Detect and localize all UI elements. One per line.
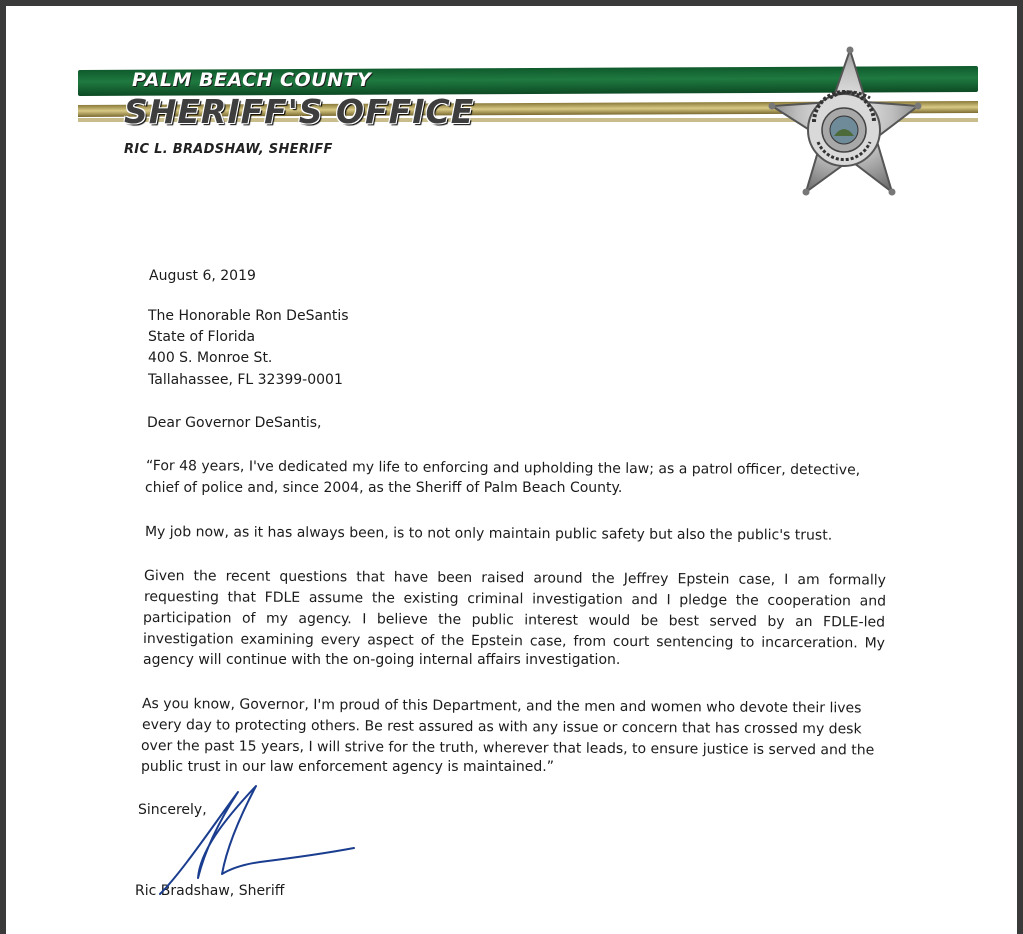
paragraph-line: As you know, Governor, I'm proud of this Department, and the men and women who devote their lives [141, 696, 862, 717]
office-name: SHERIFF'S OFFICE [124, 92, 475, 131]
paragraph-line: agency will continue with the on-going internal affairs investigation. [143, 652, 621, 668]
paragraph-line: over the past 15 years, I will strive for the truth, wherever that leads, to ensure justice is served and the [140, 738, 875, 759]
paragraph-line: public trust in our law enforcement agency is maintained.” [141, 759, 554, 775]
paragraph-line: requesting that FDLE assume the existing criminal investigation and I pledge the cooperation and [143, 589, 887, 610]
paragraph-line: Given the recent questions that have been raised around the Jeffrey Epstein case, I am formally [143, 568, 887, 589]
closing: Sincerely, [138, 802, 207, 818]
sheriff-name: RIC L. BRADSHAW, SHERIFF [124, 142, 333, 157]
letter-page [6, 6, 1017, 934]
paragraph-line: chief of police and, since 2004, as the Sheriff of Palm Beach County. [145, 480, 623, 496]
address-line: 400 S. Monroe St. [148, 350, 273, 366]
paragraph-line: participation of my agency. I believe the public interest would be best served by an FDLE-led [142, 610, 886, 631]
viewer-edge [1017, 0, 1023, 934]
paragraph-line: “For 48 years, I've dedicated my life to enforcing and upholding the law; as a patrol officer, detective, [145, 458, 861, 479]
address-line: The Honorable Ron DeSantis [148, 308, 349, 324]
county-name: PALM BEACH COUNTY [132, 69, 372, 91]
paragraph-line: every day to protecting others. Be rest assured as with any issue or concern that has crossed my desk [141, 717, 862, 738]
letter-date: August 6, 2019 [149, 268, 256, 284]
salutation: Dear Governor DeSantis, [147, 415, 322, 431]
paragraph-line: investigation examining every aspect of the Epstein case, from court sentencing to incarceration. My [142, 631, 886, 652]
address-line: Tallahassee, FL 32399-0001 [148, 372, 343, 388]
signature-stroke [160, 786, 354, 894]
address-line: State of Florida [148, 329, 256, 345]
handwritten-signature [142, 782, 372, 902]
signer-name: Ric Bradshaw, Sheriff [135, 883, 285, 899]
paragraph-line: My job now, as it has always been, is to not only maintain public safety but also the public's trust. [144, 524, 833, 544]
